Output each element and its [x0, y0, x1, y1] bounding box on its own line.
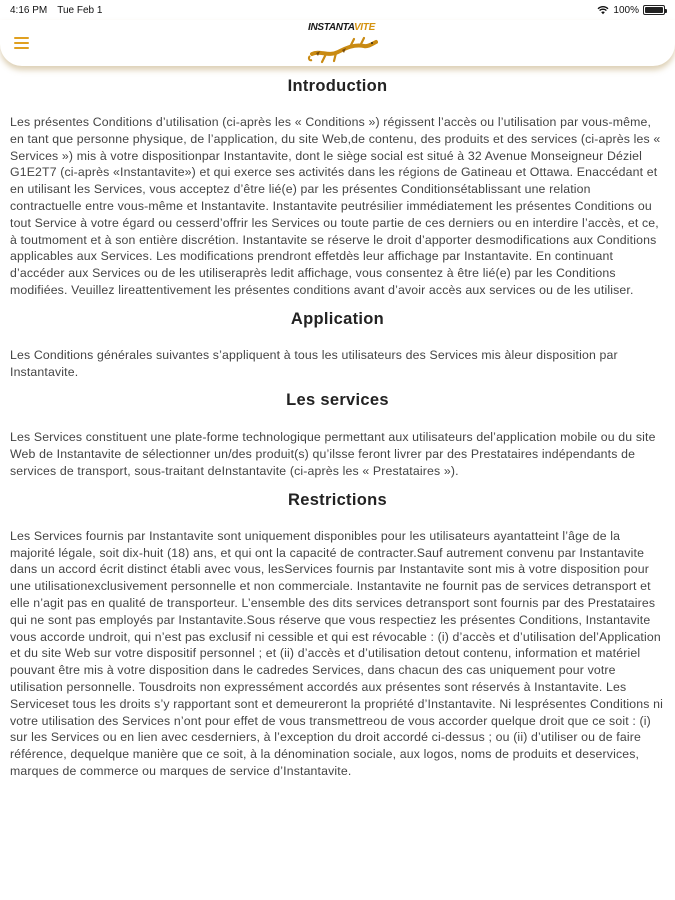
restrictions-text: Les Services fournis par Instantavite sont uniquement disponibles pour les utilisateurs ayantatteint l’âge de la majorité légale, soit dix-huit (18) ans, et qui ont la capacité de contracter.Sauf autrement convenu par Instantavite dans un accord écrit distinct établi avec vous, lesServices fournis par Instantavite sont mis à votre disposition pour une utilisationexclusivement personnelle et non commerciale. Instantavite ne fournit pas de services detransport et elle n’agit pas en qualité de transporteur. L’ensemble des dits services detransport sont fournis par des Prestataires qui ne sont pas employés par Instantavite.Sous réserve que vous respectiez les présentes Conditions, Instantavite vous accorde undroit, qui n’est pas exclusif ni cessible et qui est révocable : (i) d’accès et d’utilisation del’Application et du site Web sur votre dispositif personnel ; et (ii) d’accès et d’utilisation detout contenu, information et matériel pouvant être mis à votre disposition dans le cadredes Services, dans chacun des cas uniquement pour votre utilisation personnelle. Tousdroits non expressément accordés aux présentes sont réservés à Instantavite. Les Serviceset tous les droits s’y rapportant sont et demeureront la propriété d’Instantavite. Ni lesprésentes Conditions ni votre utilisation des Services n’ont pour effet de vous transmettreou de vous accorder quelque droit que ce soit : (i) sur les Services ou en lien avec cesderniers, à l’exception du droit accordé ci-dessus ; ou (ii) d’utiliser ou de faire référence, dequelque manière que ce soit, à la dénomination sociale, aux logos, noms de produits et deservices, marques de commerce ou marques de service d’Instantavite.: [10, 528, 663, 778]
lizard-logo-icon: [306, 32, 378, 64]
section-introduction: [10, 77, 665, 299]
battery-icon: [643, 5, 665, 15]
logo-text: INSTANTAVITE: [308, 22, 375, 33]
status-time: 4:16 PM: [10, 4, 48, 16]
restrictions-heading: Restrictions: [288, 490, 387, 509]
introduction-text: Les présentes Conditions d’utilisation (ci-après les « Conditions ») régissent l’accès ou l’utilisation par vous-même, en tant que personne physique, de l’application, du site Web,de contenu, des produits et des services (ci-après les « Services ») mis à votre dispositionpar Instantavite, dont le siège social est situé à 32 Avenue Monseigneur Déziel G1E2T7 (ci-après «Instantavite») et qui exerce ses activités dans les régions de Gatineau et Ottawa. Enaccédant et en utilisant les Services, vous acceptez d’être lié(e) par les présentes Conditionsétablissant une relation contractuelle entre vous-même et Instantavite. Instantavite peutrésilier immédiatement les présentes Conditions ou tout Service à votre égard ou cesserd’offrir les Services ou toute partie de ces derniers ou en interdire l’accès, et ce, à toutmoment et à son entière discrétion. Instantavite se réserve le droit d’apporter desmodifications aux Conditions applicables aux Services. Les modifications prendront effetdès leur affichage par Instantavite. En continuant d’accéder aux Services ou de les utiliseraprès ledit affichage, vous consentez à être lié(e) par les Conditions modifiées. Veuillez lireattentivement les présentes conditions avant d’avoir accès aux services ou de les utiliser.: [10, 115, 661, 297]
battery-percent: 100%: [613, 4, 639, 16]
section-application: [10, 310, 665, 381]
wifi-icon: [597, 5, 609, 15]
status-date: Tue Feb 1: [57, 4, 103, 16]
services-text: Les Services constituent une plate-forme technologique permettant aux utilisateurs del’application mobile ou du site Web de Instantavite de sélectionner un/des produit(s) qu’ilsse feront livrer par des Prestataires indépendants de services de transport, sous-traitant deInstantavite (ci-après les « Prestataires »).: [10, 430, 656, 478]
application-heading: Application: [290, 309, 385, 328]
introduction-heading: Introduction: [287, 77, 388, 95]
status-bar: [0, 0, 675, 20]
section-restrictions: [10, 491, 665, 780]
section-services: [10, 391, 665, 479]
services-heading: Les services: [286, 391, 389, 410]
terms-content[interactable]: [0, 70, 675, 900]
hamburger-menu-icon[interactable]: [14, 34, 36, 52]
app-header: [0, 20, 675, 66]
application-text: Les Conditions générales suivantes s’appliquent à tous les utilisateurs des Services mis àleur disposition par Instantavite.: [10, 347, 618, 379]
instantavite-logo: [306, 22, 378, 64]
